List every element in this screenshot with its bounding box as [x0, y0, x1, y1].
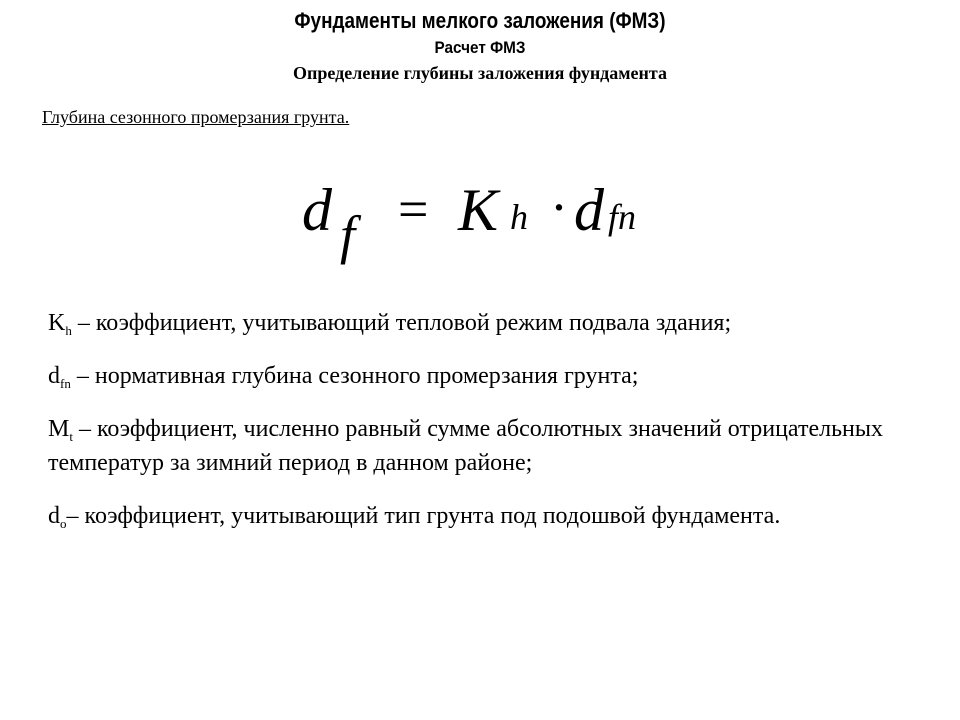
definition-symbol: d [48, 503, 60, 529]
definition-symbol: K [48, 310, 66, 336]
definitions-list [48, 306, 928, 552]
formula-equals: = [398, 179, 429, 239]
section-heading: Глубина сезонного промерзания грунта. [42, 107, 350, 127]
slide-title: Фундаменты мелкого заложения (ФМЗ) [294, 8, 666, 33]
formula-k: K [458, 177, 499, 243]
formula [0, 176, 960, 276]
formula-k-subscript: h [510, 197, 528, 237]
definition-subscript: t [69, 429, 73, 444]
formula-dot: · [550, 177, 568, 237]
definition-item [48, 412, 928, 480]
slide-subtitle: Расчет ФМЗ [434, 38, 526, 57]
definition-subscript: o [60, 516, 67, 531]
definition-symbol: d [48, 363, 60, 389]
slide-section-title: Определение глубины заложения фундамента [293, 63, 667, 83]
definition-item [48, 306, 928, 340]
definition-item [48, 499, 928, 533]
definition-text: – коэффициент, численно равный сумме абсолютных значений отрицательных температур за зимний период в данном районе; [48, 416, 883, 476]
definition-text: – коэффициент, учитывающий тепловой режим подвала здания; [71, 310, 732, 336]
definition-subscript: fn [60, 376, 71, 391]
formula-d: d [574, 177, 604, 243]
definition-text: – коэффициент, учитывающий тип грунта под подошвой фундамента. [66, 503, 781, 529]
formula-d-subscript: fn [608, 197, 637, 237]
formula-lhs: d [302, 177, 332, 243]
definition-text: – нормативная глубина сезонного промерзания грунта; [70, 363, 639, 389]
definition-subscript: h [65, 323, 72, 338]
definition-symbol: M [48, 416, 70, 442]
formula-lhs-subscript: f [340, 205, 356, 265]
definition-item [48, 359, 928, 393]
